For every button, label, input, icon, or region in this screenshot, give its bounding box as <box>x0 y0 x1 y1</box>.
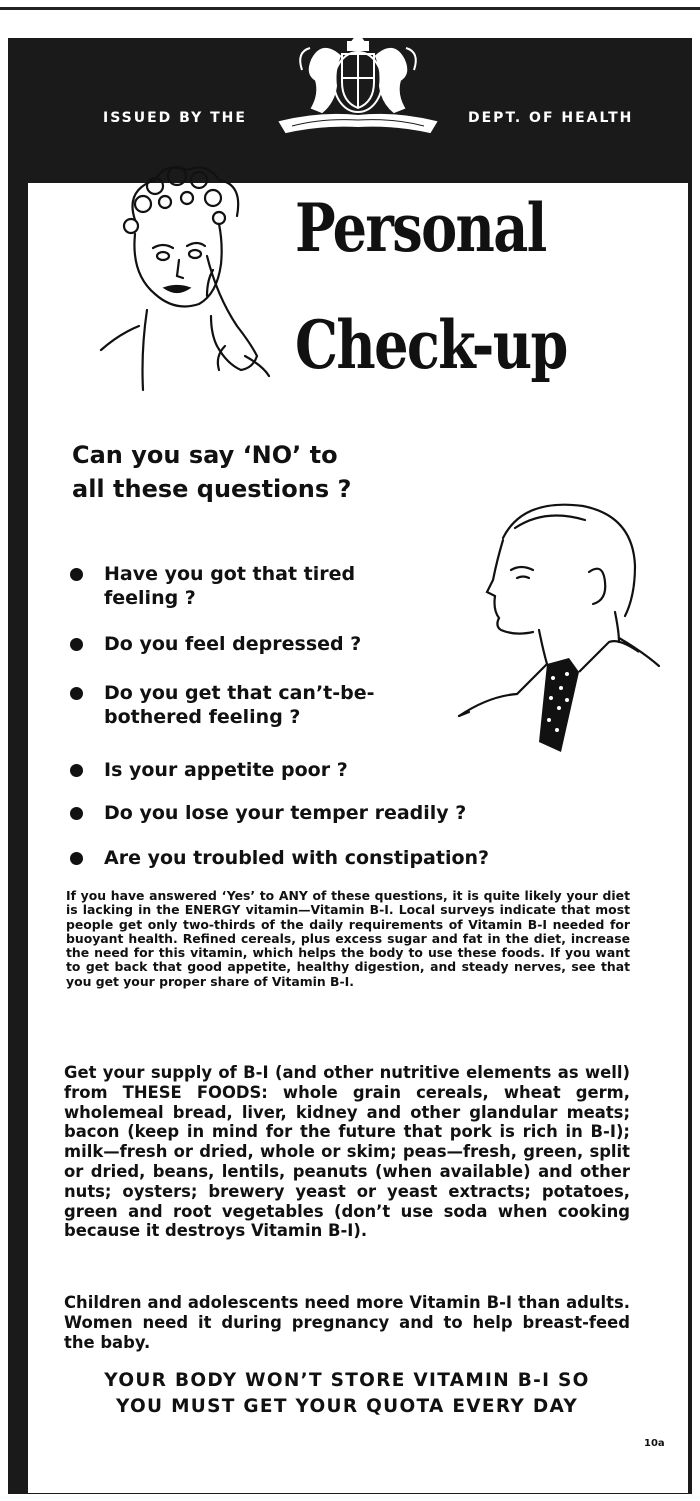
question-item: Have you got that tired feeling ? <box>70 562 355 610</box>
question-item: Do you get that can’t-be- bothered feeling ? <box>70 681 375 729</box>
print-code: 10a <box>644 1438 665 1449</box>
slogan-line-2: YOU MUST GET YOUR QUOTA EVERY DAY <box>115 1396 579 1417</box>
question-heading <box>72 438 351 506</box>
question-heading-line-2: all these questions ? <box>72 475 352 503</box>
children-paragraph: Children and adolescents need more Vitamin B-I than adults. Women need it during pregnancy and to help breast-feed the baby. <box>64 1293 630 1352</box>
bullet-dot-icon <box>70 807 83 820</box>
footer-tagline: FOR A HEALTHIER NATION <box>226 1466 474 1482</box>
bullet-dot-icon <box>70 568 83 581</box>
dept-of-health-label: DEPT. OF HEALTH <box>468 110 634 126</box>
man-profile-illustration <box>455 488 660 768</box>
bullet-dot-icon <box>70 687 83 700</box>
question-item: Is your appetite poor ? <box>70 758 348 782</box>
foods-paragraph: Get your supply of B-I (and other nutritive elements as well) from THESE FOODS: whole grain cereals, wheat germ, wholemeal bread, liver, kidney and other glandular meats; bacon (keep in mind for the future that pork is rich in B-I); milk—fresh or dried, whole or skim; peas—fresh, green, split or dried, beans, lentils, peanuts (when available) and other nuts; oysters; brewery yeast or yeast extracts; potatoes, green and root vegetables (don’t use soda when cooking because it destroys Vitamin B-I). <box>64 1063 630 1241</box>
title-line-2: Check-up <box>295 306 567 384</box>
question-item: Do you feel depressed ? <box>70 632 361 656</box>
slogan-line-1: YOUR BODY WON’T STORE VITAMIN B-I SO <box>104 1370 590 1391</box>
title-line-1: Personal <box>295 189 546 267</box>
question-item: Do you lose your temper readily ? <box>70 801 466 825</box>
bullet-dot-icon <box>70 764 83 777</box>
thoughtful-woman-illustration <box>95 160 285 400</box>
bullet-dot-icon <box>70 852 83 865</box>
issued-by-label: ISSUED BY THE <box>103 110 247 126</box>
question-heading-line-1: Can you say ‘NO’ to <box>72 441 338 469</box>
slogan <box>64 1368 630 1420</box>
top-rule <box>0 7 700 10</box>
question-item: Are you troubled with constipation? <box>70 846 489 870</box>
royal-coat-of-arms-logo <box>272 30 444 140</box>
intro-paragraph: If you have answered ‘Yes’ to ANY of these questions, it is quite likely your diet is lacking in the ENERGY vitamin—Vitamin B-I. Local surveys indicate that most people get only two-thirds of the daily requirements of Vitamin B-I needed for buoyant health. Refined cereals, plus excess sugar and fat in the diet, increase the need for this vitamin, which helps the body to use these foods. If you want to get back that good appetite, healthy digestion, and steady nerves, see that you get your proper share of Vitamin B-I. <box>66 888 630 989</box>
bullet-dot-icon <box>70 638 83 651</box>
